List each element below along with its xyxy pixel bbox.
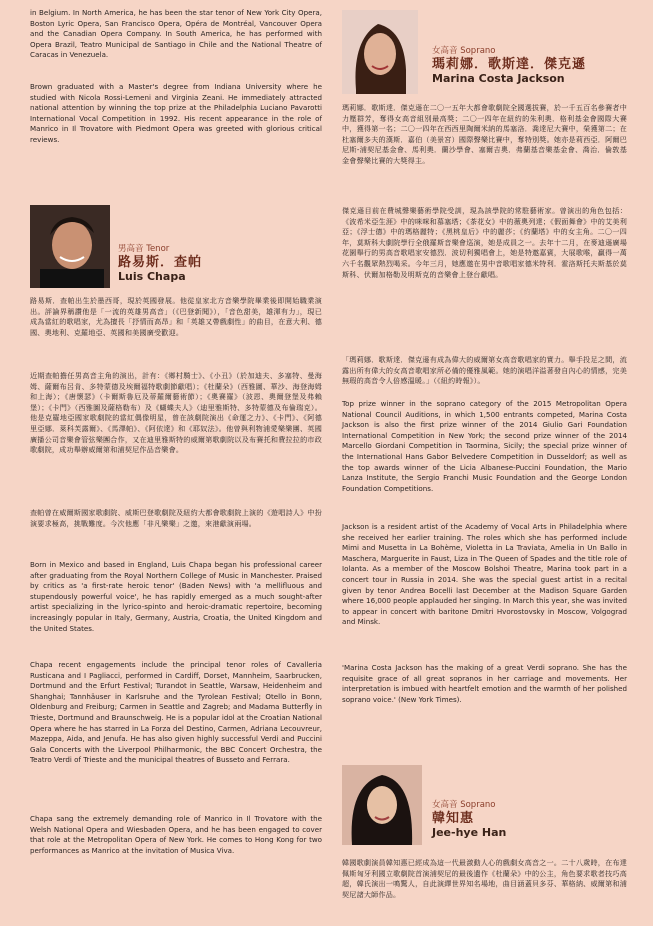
jackson-quote-en: 'Marina Costa Jackson has the making of a great Verdi soprano. She has the requisite grace of all great sopranos in her carriage and movements. Her interpretation is imbued with heartfelt emotion and the warmth of her polished soprano voice.' (New York Times). bbox=[342, 663, 627, 704]
artist-name-zh: 韓知惠 bbox=[432, 811, 475, 826]
artist-name-zh: 路易斯．查帕 bbox=[118, 255, 203, 270]
jackson-bio-en-paragraph: Jackson is a resident artist of the Academy of Vocal Arts in Philadelphia where she received her earlier training. The roles which she has performed include Mimi and Musetta in La Bohème, Violetta in La Traviata, Amelia in Un Ballo in Maschera, Marguerite in Faust, Liza in The Queen of Spades and the title role of Iolanta. As a member of the Moscow Bolshoi Theatre, Marina took part in a concert tour in Russia in 2014. She was the special guest artist in a recital given by tenor Andrea Bocelli last December at the Madison Square Garden where 16,000 people applauded her singing. In March this year, she was invited to appear in concert with baritone Dmitri Hvorostovsky in Moscow, Volgograd and Minsk. bbox=[342, 522, 627, 627]
artist-name-en: Jee-hye Han bbox=[432, 826, 507, 839]
marina-costa-jackson-photo bbox=[342, 10, 418, 94]
chapa-bio-zh-paragraph: 路易斯．查帕出生於墨西哥，現於英國發展。他從皇家北方音樂學院畢業後即開始職業演出。評論界稱讚他是「一流的英雄男高音」（《巴登新聞》），「音色甜美，雄渾有力」，現已成為當紅的歌唱家，尤為擅長「抒情而高昂」和「英雄又帶戲劇性」的曲目，在意大利、德國、奧地利、克羅地亞、英國和美國廣受歡迎。 bbox=[30, 296, 322, 337]
jackson-bio-zh-paragraph: 瑪莉娜．歌斯達．傑克遜在二〇一五年大都會歌劇院全國選拔賽，於一千五百名參賽者中力壓群芳，奪得女高音組別最高獎；二〇一四年在紐約的朱利奧．格利基金會國際大賽中，獲得第一名；二〇一四年在西西里陶爾米納的馬塞洛．喬達尼大賽中，榮獲第二；在杜塞爾多夫的漢斯．嘉伯（美景宮）國際聲樂比賽中，奪特別獎。她亦是莉西亞．阿爾巴尼斯-浦契尼基金會、馬利奧．蘭沙學會、塞爾吉奧．弗蘭基音樂基金會、喬治．倫敦基金會聲樂比賽的大獎得主。 bbox=[342, 103, 627, 165]
chapa-bio-zh-paragraph: 近期查帕擔任男高音主角的演出，計有：《鄉村騎士》、《小丑》（於加迪夫、多塞特、曼海姆、薩爾布呂肯、多特蒙德及埃爾福特歌劇節獻唱）；《杜蘭朵》（西雅圖、華沙、海登海姆和上海）；《唐懷瑟》（卡爾斯魯厄及蒂羅爾藝術節）；《奧賽羅》（波恩、奧爾登堡及弗賴堡）；《卡門》（西雅圖及薩格勒布）及《蝴蝶夫人》（迪里雅斯特、多特蒙德及布倫瑞克）。他是克羅地亞國家歌劇院的當紅偶像明星，曾在該劇院演出《命運之力》、《卡門》、《阿德里亞娜．萊科芙露爾》、《馬澤帕》、《阿依達》和《耶奴法》。他曾與利物浦愛樂樂團、英國廣播公司音樂會管弦樂團合作，又在迪里雅斯特的威爾第歌劇院以及布賽托和費拉拉的市政歌劇院，成功舉辦威爾第和浦契尼作品音樂會。 bbox=[30, 371, 322, 455]
artist-name-en: Marina Costa Jackson bbox=[432, 72, 565, 85]
jackson-name-block bbox=[432, 46, 627, 85]
chapa-bio-en-paragraph: Brown graduated with a Master's degree from Indiana University where he studied with Nicola Rossi-Lemeni and Virginia Zeani. He immediately attracted national attention by winning the top prize at the Philadelphia Luciano Pavarotti International Vocal Competition in 1992. His recent appearance in the role of Manrico in Il Trovatore with Piedmont Opera was greeted with glorious critical reviews. bbox=[30, 82, 322, 144]
chapa-bio-zh-paragraph: 查帕曾在威爾斯國家歌劇院、威斯巴登歌劇院及紐約大都會歌劇院上演的《遊唱詩人》中扮演要求極高，挑戰難度。今次他應「非凡樂樂」之邀，來港獻演兩場。 bbox=[30, 508, 322, 528]
artist-name-en: Luis Chapa bbox=[118, 270, 186, 283]
jackson-bio-zh-paragraph: 傑克遜目前在費城聲樂藝術學院受訓，現為該學院的常駐藝術家。曾演出的角色包括：《波希米亞生涯》中的咪咪和慕塞塔；《茶花女》中的薇奧列達；《假面舞會》中的艾美利亞；《浮士德》中的瑪格麗特；《黑桃皇后》中的麗莎；《約蘭塔》中的女主角。二〇一四年，莫斯科大劇院學行全俄羅斯音樂會巡演，她是成員之一。去年十二月，在麥迪遜廣場花園舉行的男高音歌唱家安德烈．波切利獨唱會上，她是特邀嘉賓，大展歌喉，贏得一萬六千名觀眾熱烈喝采。今年三月，她應邀在男中音歌唱家德米特利．霍洛斯托夫斯基於莫斯科、伏爾加格勒及明斯克的音樂會上登台獻唱。 bbox=[342, 206, 627, 279]
chapa-name-block bbox=[118, 244, 318, 283]
han-name-block bbox=[432, 800, 627, 839]
chapa-bio-en-paragraph: Chapa sang the extremely demanding role of Manrico in Il Trovatore with the Welsh National Opera and Wiesbaden Opera, and he has been engaged to cover that role at the Metropolitan Opera of New York. He comes to Hong Kong for two performances as Manrico at the invitation of Musica Viva. bbox=[30, 814, 322, 855]
jee-hye-han-photo bbox=[342, 765, 422, 845]
role-label: 女高音 Soprano bbox=[432, 46, 496, 56]
han-bio-zh-paragraph: 韓國歌劇演員韓知惠已經成為這一代最激動人心的戲劇女高音之一。二十八歲時，在布達佩斯匈牙利國立歌劇院首演浦契尼的最後遺作《杜蘭朵》中的公主，角色要求歌者技巧高超，韓氏演出一鳴驚人，自此演繹世界知名場地，曲目涵蓋貝多芬、華格納、威爾第和浦契尼諸大師作品。 bbox=[342, 858, 627, 899]
artist-name-zh: 瑪莉娜．歌斯達．傑克遜 bbox=[432, 57, 587, 72]
chapa-bio-en-paragraph: Chapa recent engagements include the principal tenor roles of Cavalleria Rusticana and I Pagliacci, performed in Cardiff, Dorset, Mannheim, Saarbrucken, Dortmund and the Erfurt Festival; Turandot in Seattle, Warsaw, Heidenheim and Shanghai; Tannhäuser in Karlsruhe and the Tyrolean Festival; Otello in Bonn, Oldenburg and Freiburg; Carmen in Seattle and Zagreb; and Madama Butterfly in Trieste, Dortmund and Braunschweig. He is a popular idol at the Croatian National Opera where he has starred in La Forza del Destino, Carmen, Adriana Lecouvreur, Mazeppa, Aida, and Jenufa. He has also given highly successful Verdi and Puccini Gala Concerts with the Liverpool Philharmonic, the BBC Concert Orchestra, the Teatro Verdi of Trieste and the municipal theatres of Busseto and Ferrara. bbox=[30, 660, 322, 765]
role-label: 女高音 Soprano bbox=[432, 800, 496, 810]
chapa-bio-en-paragraph: in Belgium. In North America, he has been the star tenor of New York City Opera, Boston Lyric Opera, San Francisco Opera, Opéra de Montréal, Vancouver Opera and the Canadian Opera Company. In South America, he has performed with Opera Brazil, Teatro Municipal de Santiago in Chile and the National Theatre of Caracas in Venezuela. bbox=[30, 8, 322, 60]
chapa-bio-en-paragraph: Born in Mexico and based in England, Luis Chapa began his professional career after graduating from the Royal Northern College of Music in Manchester. Praised by critics as 'a first-rate heroic tenor' (Baden News) with 'a mellifluous and stupendously powerful voice', he has rapidly emerged as a much sought-after artist specializing in the lyrico-spinto and heroic-dramatic repertoire, becoming increasingly popular in Italy, Germany, Austria, Croatia, the United Kingdom and the United States. bbox=[30, 560, 322, 633]
luis-chapa-photo bbox=[30, 205, 110, 288]
jackson-bio-en-paragraph: Top prize winner in the soprano category of the 2015 Metropolitan Opera National Council Auditions, in which 1,500 entrants competed, Marina Costa Jackson is also the first prize winner of the 2014 Giulio Gari Foundation International Competition in New York; the second prize winner of the 2014 Marcello Giordani Competition in Taormina, Sicily; the special prize winner of the International Hans Gabor Belvedere Competition in Dusseldorf; as well as the top awards winner of the Licia Albanese-Puccini Foundation, the Mario Lanza Institute, the Sergio Franchi Music Foundation and the George London Foundation Competitions. bbox=[342, 399, 627, 493]
role-label: 男高音 Tenor bbox=[118, 244, 170, 254]
jackson-quote-zh: 「瑪莉娜．歌斯達．傑克遜有成為偉大的威爾第女高音歌唱家的實力。舉手投足之間，流露出所有偉大的女高音歌唱家所必備的優雅風範。她的演唱洋溢著發自內心的情感，完美無瑕的高音令人倍感溫暖。」（《紐約時報》）。 bbox=[342, 355, 627, 386]
